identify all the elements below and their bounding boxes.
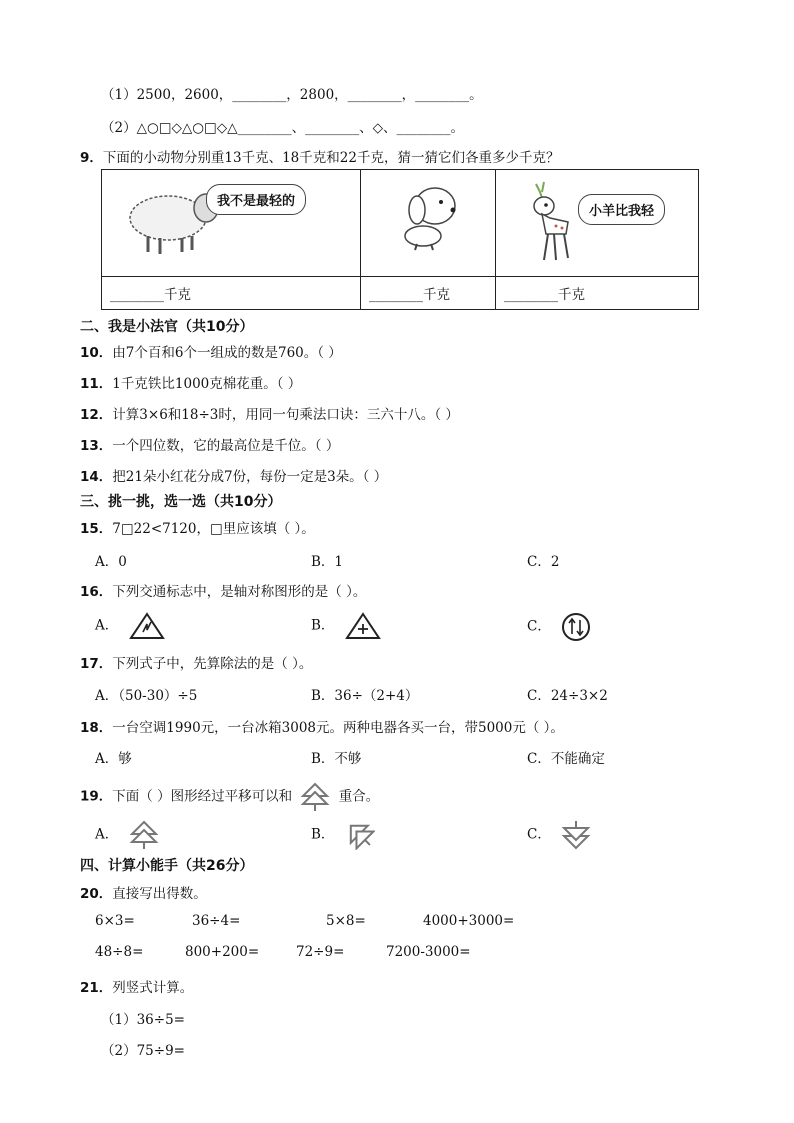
q15-option-c[interactable]: C．2 (527, 554, 560, 570)
q15-option-b[interactable]: B．1 (311, 554, 344, 570)
q12-number: 12． (80, 407, 113, 423)
q11-number: 11． (80, 376, 113, 392)
deer-cell (496, 170, 699, 277)
animals-table (101, 169, 699, 310)
q19-option-a-label: A． (95, 826, 119, 843)
q16 (80, 580, 366, 600)
sheep-speech-bubble: 我不是最轻的 (206, 184, 306, 215)
q20 (80, 882, 207, 902)
q16-option-b[interactable] (311, 612, 381, 640)
q18 (80, 716, 564, 736)
q19-text-after: 重合。 (338, 788, 380, 805)
q16-option-a-label: A． (95, 617, 119, 634)
q16-text: 下列交通标志中，是轴对称图形的是（ ）。 (112, 584, 367, 600)
q18-text: 一台空调1990元，一台冰箱3008元。两种电器各买一台，带5000元（ ）。 (112, 720, 564, 736)
sheep-answer: ________千克 (102, 277, 361, 310)
q9-text: 下面的小动物分别重13千克、18千克和22千克，猜一猜它们各重多少千克？ (102, 150, 560, 166)
q15-option-a[interactable]: A．0 (95, 554, 127, 570)
q15-text: 7□22<7120，□里应该填（ ）。 (112, 521, 315, 537)
q10-text: 由7个百和6个一组成的数是760。（ ） (112, 345, 342, 361)
q18-option-a[interactable]: A．够 (95, 751, 132, 767)
q20-item-2: 36÷4= (192, 913, 241, 929)
q20-number: 20． (80, 886, 113, 902)
q21-text: 列竖式计算。 (112, 980, 194, 996)
q17 (80, 652, 312, 672)
q20-item-7: 72÷9= (296, 944, 345, 960)
q19-option-c[interactable] (527, 820, 591, 850)
q16-option-c-label: C． (527, 618, 551, 635)
tree-shape-rotated-icon (345, 820, 375, 850)
q13-number: 13． (80, 438, 113, 454)
q14-text: 把21朵小红花分成7份，每份一定是3朵。（ ） (112, 469, 388, 485)
q19-option-b[interactable] (311, 820, 375, 850)
q14-number: 14． (80, 469, 113, 485)
q15-number: 15． (80, 521, 113, 537)
puppy-cell (361, 170, 496, 277)
q17-option-b[interactable]: B．36÷（2+4） (311, 688, 419, 704)
triangle-sign-zigzag-icon (129, 612, 165, 640)
q11-text: 1千克铁比1000克棉花重。（ ） (112, 376, 302, 392)
deer-icon (516, 178, 586, 270)
q20-item-3: 5×8= (326, 913, 366, 929)
q15 (80, 517, 315, 537)
q10 (80, 341, 342, 361)
q17-option-a[interactable]: A．（50-30）÷5 (95, 688, 198, 704)
q18-option-b[interactable]: B．不够 (311, 751, 362, 767)
q8-part1: （1）2500，2600，________，2800，________，________。 (101, 87, 483, 103)
q21-part-2: （2）75÷9= (101, 1043, 185, 1059)
q20-item-8: 7200-3000= (386, 944, 471, 960)
q18-number: 18． (80, 720, 113, 736)
q13-text: 一个四位数，它的最高位是千位。（ ） (112, 438, 340, 454)
q20-item-1: 6×3= (95, 913, 135, 929)
q13 (80, 434, 339, 454)
q19-option-c-label: C． (527, 826, 551, 843)
q11 (80, 372, 301, 392)
deer-speech-bubble: 小羊比我轻 (578, 194, 665, 225)
q20-item-5: 48÷8= (95, 944, 144, 960)
q20-text: 直接写出得数。 (112, 886, 207, 902)
deer-answer: ________千克 (496, 277, 699, 310)
q16-number: 16． (80, 584, 113, 600)
q16-option-a[interactable] (95, 612, 165, 640)
triangle-sign-cross-icon (345, 612, 381, 640)
q16-option-b-label: B． (311, 617, 335, 634)
q17-text: 下列式子中，先算除法的是（ ）。 (112, 656, 313, 672)
tree-shape-a-icon (129, 820, 159, 850)
tree-shape-flipped-icon (561, 820, 591, 850)
q17-option-c[interactable]: C．24÷3×2 (527, 688, 608, 704)
q20-item-4: 4000+3000= (423, 913, 515, 929)
tree-shape-reference-icon (300, 782, 330, 812)
q19-option-b-label: B． (311, 826, 335, 843)
puppy-answer: ________千克 (361, 277, 496, 310)
q21-part-1: （1）36÷5= (101, 1012, 185, 1028)
q19 (80, 782, 379, 812)
circle-sign-two-way-arrows-icon (561, 612, 591, 642)
q16-option-c[interactable] (527, 612, 591, 642)
q20-item-6: 800+200= (185, 944, 260, 960)
q18-option-c[interactable]: C．不能确定 (527, 751, 605, 767)
q19-text-before: 下面（ ）图形经过平移可以和 (112, 788, 293, 805)
q17-number: 17． (80, 656, 113, 672)
section-2-heading: 二、我是小法官（共10分） (80, 319, 254, 335)
q12-text: 计算3×6和18÷3时，用同一句乘法口诀：三六十八。（ ） (112, 407, 459, 423)
q9-stem (80, 146, 559, 166)
q9-number: 9． (80, 150, 103, 166)
q10-number: 10． (80, 345, 113, 361)
q14 (80, 465, 387, 485)
section-3-heading: 三、挑一挑，选一选（共10分） (80, 494, 282, 510)
q12 (80, 403, 459, 423)
sheep-cell (102, 170, 361, 277)
q8-part2: （2）△○□◇△○□◇△________、________、◇、________。 (101, 120, 464, 136)
q21 (80, 976, 193, 996)
puppy-icon (389, 180, 469, 255)
q19-number: 19． (80, 788, 113, 805)
section-4-heading: 四、计算小能手（共26分） (80, 858, 254, 874)
q21-number: 21． (80, 980, 113, 996)
q19-option-a[interactable] (95, 820, 159, 850)
